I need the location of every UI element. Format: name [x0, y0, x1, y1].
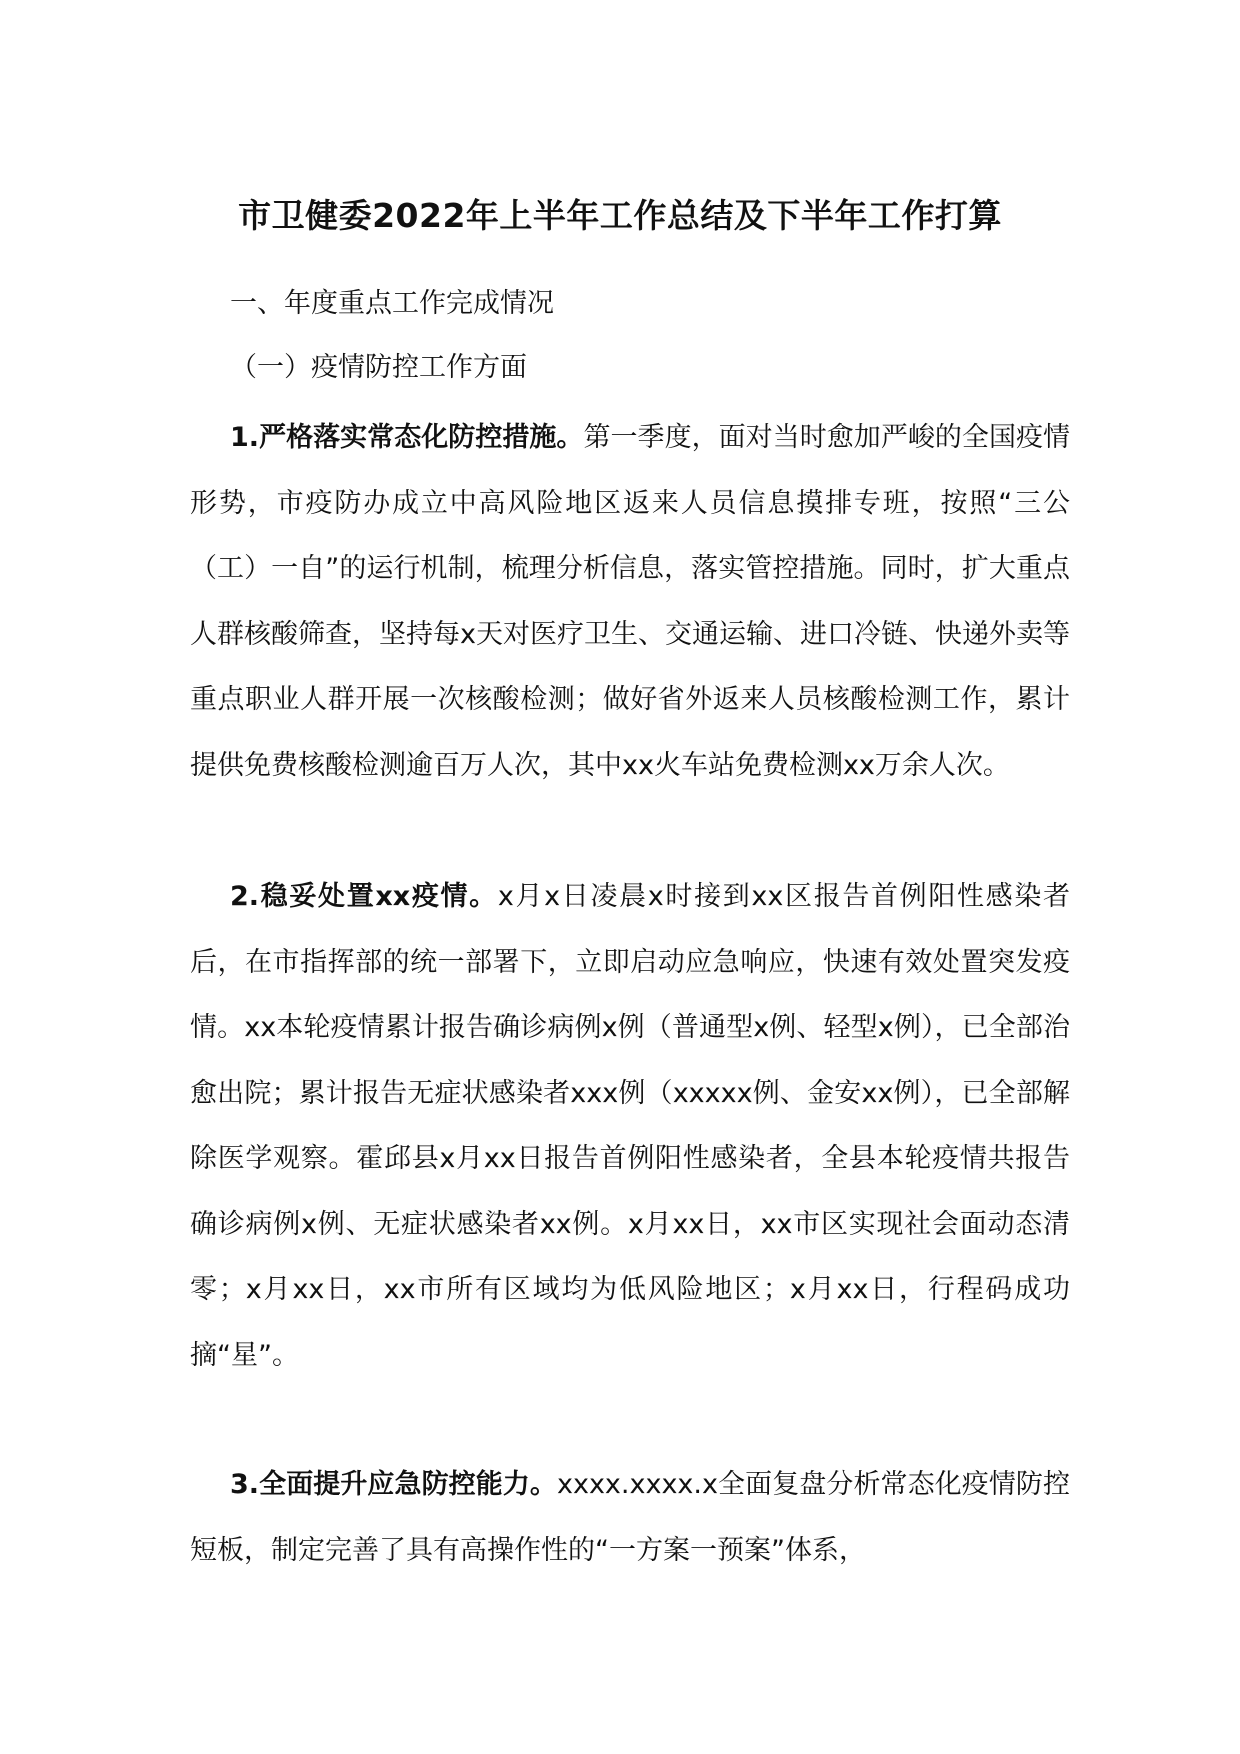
paragraph-2-lead: 2.稳妥处置xx疫情。: [230, 881, 498, 912]
paragraph-3-text: xxxx.xxxx.x全面复盘分析常态化疫情防控短板，制定完善了具有高操作性的“一方案一预案”体系，: [190, 1469, 1070, 1566]
paragraph-3-lead: 3.全面提升应急防控能力。: [230, 1469, 557, 1500]
paragraph-1-text: 第一季度，面对当时愈加严峻的全国疫情形势，市疫防办成立中高风险地区返来人员信息摸排专班，按照“三公（工）一自”的运行机制，梳理分析信息，落实管控措施。同时，扩大重点人群核酸筛查，坚持每x天对医疗卫生、交通运输、进口冷链、快递外卖等重点职业人群开展一次核酸检测；做好省外返来人员核酸检测工作，累计提供免费核酸检测逾百万人次，其中xx火车站免费检测xx万余人次。: [190, 422, 1071, 781]
section-heading: 一、年度重点工作完成情况: [230, 288, 554, 319]
subsection-heading: （一）疫情防控工作方面: [230, 352, 527, 383]
paragraph-1: [190, 405, 1070, 798]
paragraph-2: [190, 864, 1070, 1388]
paragraph-1-lead: 1.严格落实常态化防控措施。: [230, 422, 584, 453]
paragraph-2-text: x月x日凌晨x时接到xx区报告首例阳性感染者后，在市指挥部的统一部署下，立即启动应急响应，快速有效处置突发疫情。xx本轮疫情累计报告确诊病例x例（普通型x例、轻型x例），已全部治愈出院；累计报告无症状感染者xxx例（xxxxx例、金安xx例），已全部解除医学观察。霍邱县x月xx日报告首例阳性感染者，全县本轮疫情共报告确诊病例x例、无症状感染者xx例。x月xx日，xx市区实现社会面动态清零；x月xx日，xx市所有区域均为低风险地区；x月xx日，行程码成功摘“星”。: [190, 881, 1070, 1371]
paragraph-3: [190, 1452, 1070, 1583]
document-title: 市卫健委2022年上半年工作总结及下半年工作打算: [238, 196, 1002, 235]
